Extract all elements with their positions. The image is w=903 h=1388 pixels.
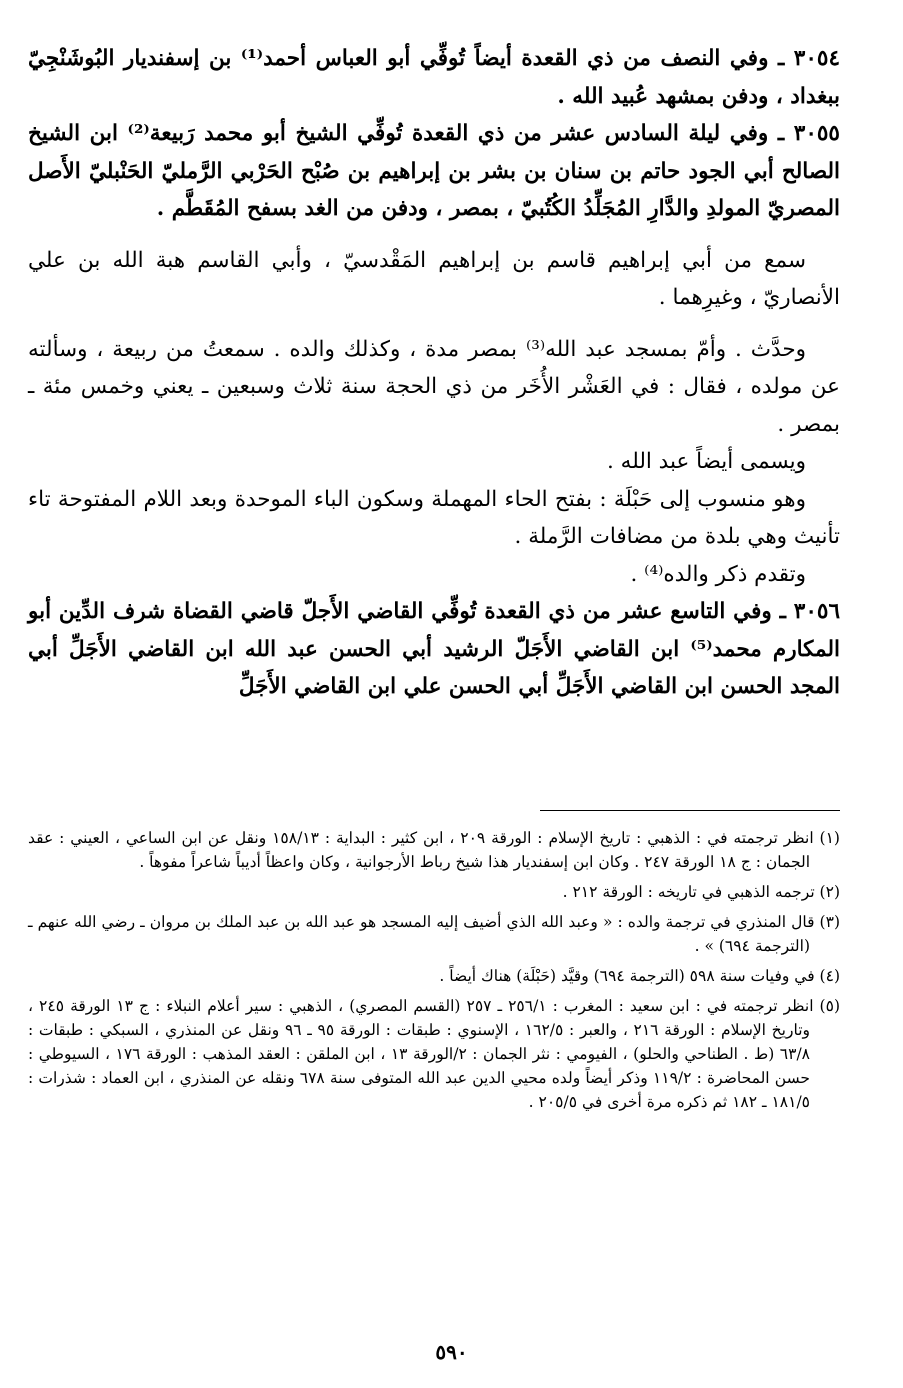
main-text bbox=[28, 40, 840, 706]
page-number: ٥٩٠ bbox=[435, 1340, 468, 1364]
paragraph-also-named: ويسمى أيضاً عبد الله . bbox=[607, 449, 806, 474]
paragraph-nisba: وهو منسوب إلى حَبْلَة : بفتح الحاء المهملة وسكون الباء الموحدة وبعد اللام المفتوحة تاء تأنيث وهي بلدة من مضافات الرَّملة . bbox=[28, 486, 840, 549]
footnote-4: (٤) في وفيات سنة ٥٩٨ (الترجمة ٦٩٤) وقيَّد (حَبْلَة) هناك أيضاً . bbox=[439, 967, 840, 985]
footnote-divider bbox=[540, 810, 840, 811]
entry-3055: ٣٠٥٥ ـ وفي ليلة السادس عشر من ذي القعدة تُوفِّي الشيخ أبو محمد رَبيعة⁽²⁾ ابن الشيخ الصالح أبي الجود حاتم بن سنان بن بشر بن إبراهيم بن صُبْح الحَرْبي الرَّمليّ الحَنْبليّ الأَصل المصريّ المولدِ والدَّارِ المُجَلِّدُ الكُتُبيّ ، بمصر ، ودفن من الغد بسفح المُقَطَّم . bbox=[28, 121, 840, 221]
paragraph-narrated: وحدَّث . وأمّ بمسجد عبد الله⁽³⁾ بمصر مدة ، وكذلك والده . سمعتُ من ربيعة ، وسألته عن مولده ، فقال : في العَشْر الأُخَر من ذي الحجة سنة ثلاث وسبعين ـ يعني وخمس مئة ـ بمصر . bbox=[28, 336, 840, 437]
footnote-5: (٥) انظر ترجمته في : ابن سعيد : المغرب : ٢٥٦/١ ـ ٢٥٧ (القسم المصري) ، الذهبي : سير أعلام النبلاء : ج ١٣ الورقة ٢٤٥ ، وتاريخ الإسلام : الورقة ٢١٦ ، والعبر : ١٦٢/٥ ، الإسنوي : طبقات : الورقة ٩٥ ـ ٩٦ ونقل عن المنذري ، السبكي : طبقات : ٦٣/٨ (ط . الطناحي والحلو) ، الفيومي : نثر الجمان : ٢/الورقة ١٣ ، ابن الملقن : العقد المذهب : الورقة ١٧٦ ، السيوطي : حسن المحاضرة : ١١٩/٢ وذكر أيضاً ولده محيي الدين عبد الله المتوفى سنة ٦٧٨ ونقله عن المنذري ، ابن العماد : شذرات : ١٨١/٥ ـ ١٨٢ ثم ذكره مرة أخرى في ٢٠٥/٥ . bbox=[28, 997, 840, 1111]
footnote-2: (٢) ترجمه الذهبي في تاريخه : الورقة ٢١٢ . bbox=[562, 883, 840, 901]
entry-3056: ٣٠٥٦ ـ وفي التاسع عشر من ذي القعدة تُوفِّي القاضي الأَجلّ قاضي القضاة شرف الدِّين أبو المكارم محمد⁽⁵⁾ ابن القاضي الأَجَلّ الرشيد أبي الحسن عبد الله ابن القاضي الأَجَلِّ أبي المجد الحسن ابن القاضي الأَجَلِّ أبي الحسن علي ابن القاضي الأَجَلِّ bbox=[28, 599, 840, 699]
footnote-3: (٣) قال المنذري في ترجمة والده : « وعبد الله الذي أضيف إليه المسجد هو عبد الله بن عبد الملك بن مروان ـ رضي الله عنهم ـ (الترجمة ٦٩٤) » . bbox=[28, 913, 840, 955]
book-page bbox=[28, 40, 840, 1111]
paragraph-father-mention: وتقدم ذكر والده⁽⁴⁾ . bbox=[630, 561, 806, 587]
footnote-1: (١) انظر ترجمته في : الذهبي : تاريخ الإسلام : الورقة ٢٠٩ ، ابن كثير : البداية : ١٥٨/١٣ ونقل عن ابن الساعي ، العيني : عقد الجمان : ج ١٨ الورقة ٢٤٧ . وكان ابن إسفنديار هذا شيخ رباط الأرجوانية ، وكان واعظاً أديباً شاعراً مفوهاً . bbox=[28, 829, 840, 871]
footnotes bbox=[28, 826, 840, 1120]
paragraph-heard-from: سمع من أبي إبراهيم قاسم بن إبراهيم المَقْدسيّ ، وأبي القاسم هبة الله بن علي الأنصاريّ ، وغيرِهما . bbox=[28, 247, 840, 310]
entry-3054: ٣٠٥٤ ـ وفي النصف من ذي القعدة أيضاً تُوفِّي أبو العباس أحمد⁽¹⁾ بن إسفنديار البُوشَنْجِيّ ببغداد ، ودفن بمشهد عُبيد الله . bbox=[28, 46, 840, 109]
